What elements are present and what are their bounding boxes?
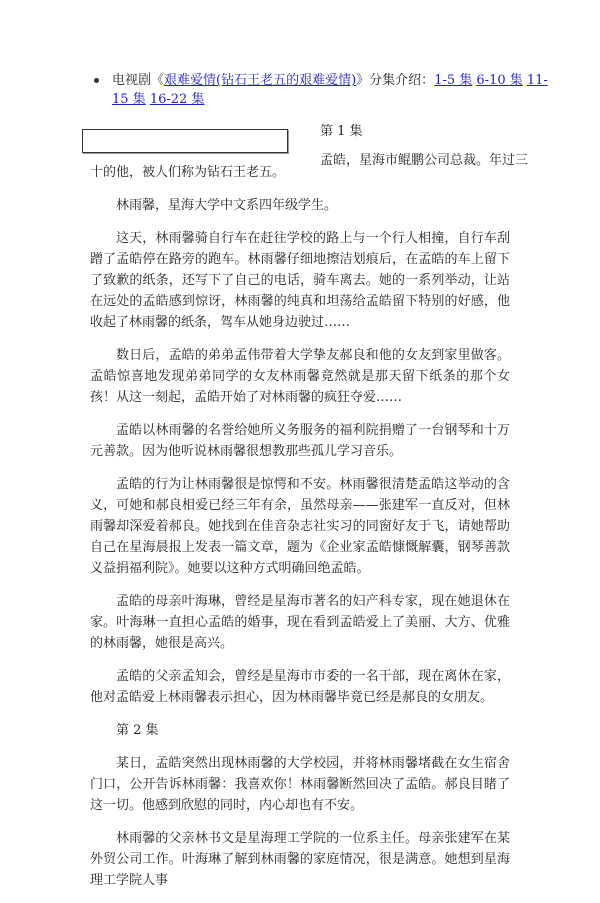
paragraph: 林雨馨，星海大学中文系四年级学生。 [116, 198, 338, 213]
drama-title-link[interactable]: 艰难爱情(钻石王老五的艰难爱情) [164, 73, 357, 88]
bullet-icon [94, 78, 99, 83]
paragraph-1-start: 孟皓，星海市鲲鹏公司总裁。年过三 [320, 153, 529, 168]
episode-1-heading: 第 1 集 [320, 124, 363, 139]
episodes-16-22-link[interactable]: 16-22 集 [149, 92, 205, 107]
episode-2-heading: 第 2 集 [116, 723, 159, 738]
paragraph: 孟皓的母亲叶海琳，曾经是星海市著名的妇产科专家，现在她退休在家。叶海琳一直担心孟皓的婚事，现在看到孟皓爱上了美丽、大方、优雅的林雨馨，她很是高兴。 [90, 594, 510, 651]
episodes-1-5-link[interactable]: 1-5 集 [434, 73, 473, 88]
paragraph: 林雨馨的父亲林书文是星海理工学院的一位系主任。母亲张建军在某外贸公司工作。叶海琳了解到林雨馨的家庭情况，很是满意。她想到星海理工学院人事 [90, 831, 510, 888]
paragraph: 孟皓以林雨馨的名誉给她所义务服务的福利院捐赠了一台钢琴和十万元善款。因为他听说林雨馨很想教那些孤儿学习音乐。 [90, 423, 510, 459]
episodes-6-10-link[interactable]: 6-10 集 [476, 73, 523, 88]
paragraph: 这天，林雨馨骑自行车在赶往学校的路上与一个行人相撞，自行车刮蹭了孟皓停在路旁的跑车。林雨馨仔细地擦洁划痕后，在孟皓的车上留下了致歉的纸条，还写下了自己的电话，骑车离去。她的一系列举动，让站在远处的孟皓感到惊讶，林雨馨的纯真和坦荡给孟皓留下特别的好感，他收起了林雨馨的纸条，驾车从她身边驶过…… [90, 231, 510, 330]
paragraph: 孟皓的行为让林雨馨很是惊愕和不安。林雨馨很清楚孟皓这举动的含义，可她和郝良相爱已经三年有余，虽然母亲——张建军一直反对，但林雨馨却深爱着郝良。她找到在佳音杂志社实习的同窗好友于飞，请她帮助自己在星海晨报上发表一篇文章，题为《企业家孟皓慷慨解囊，钢琴善款义益捐福利院》。她要以这种方式明确回绝孟皓。 [90, 477, 510, 576]
header-prefix: 电视剧《 [112, 73, 165, 88]
paragraph: 数日后，孟皓的弟弟孟伟带着大学挚友郝良和他的女友到家里做客。孟皓惊喜地发现弟弟同学的女友林雨馨竟然就是那天留下纸条的那个女孩！从这一刻起，孟皓开始了对林雨馨的疯狂夺爱…… [90, 348, 510, 405]
synopsis-body [90, 162, 510, 903]
paragraph-1-end: 十的他，被人们称为钻石王老五。 [90, 165, 286, 180]
empty-frame-box [82, 129, 288, 153]
episodes-11-15-link[interactable]: 11-15 集 [112, 73, 548, 107]
paragraph: 某日，孟皓突然出现林雨馨的大学校园，并将林雨馨堵截在女生宿舍门口，公开告诉林雨馨：我喜欢你！林雨馨断然回决了孟皓。郝良目睹了这一切。他感到欣慰的同时，内心却也有不安。 [90, 756, 510, 813]
episode-index-line [112, 71, 552, 109]
paragraph: 孟皓的父亲孟知会，曾经是星海市市委的一名干部，现在离休在家，他对孟皓爱上林雨馨表示担心，因为林雨馨毕竟已经是郝良的女朋友。 [90, 669, 510, 705]
header-middle: 》分集介绍： [356, 73, 435, 88]
